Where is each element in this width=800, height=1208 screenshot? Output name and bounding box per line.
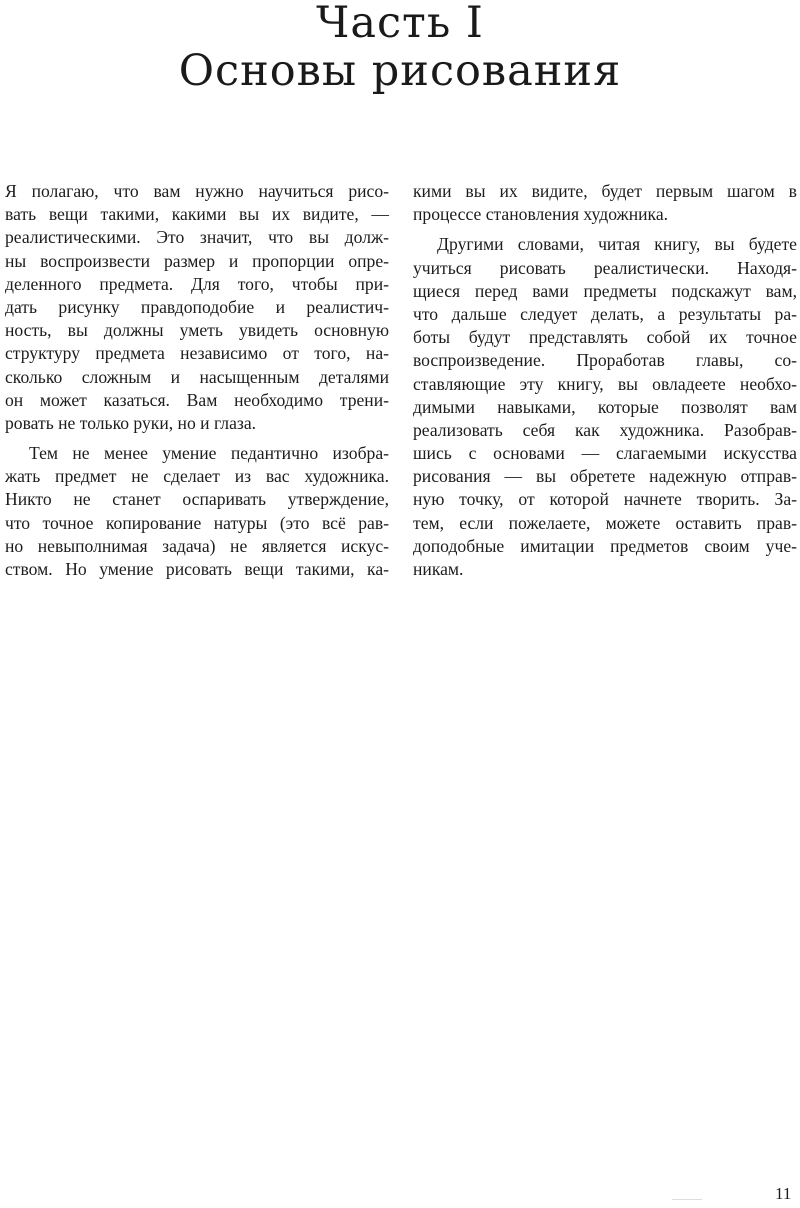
text-line: дать рисунку правдоподобие и реалистич- bbox=[5, 296, 389, 317]
text-line: структуру предмета независимо от того, на- bbox=[5, 343, 389, 364]
text-line: жать предмет не сделает из вас художника. bbox=[5, 466, 389, 487]
left-text-column bbox=[5, 180, 389, 581]
text-line: вать вещи такими, какими вы их видите, — bbox=[5, 204, 389, 225]
text-line: воспроизведение. Проработав главы, со- bbox=[413, 350, 797, 371]
text-line: реалистическими. Это значит, что вы долж- bbox=[5, 227, 389, 248]
paragraph-gap bbox=[5, 435, 389, 442]
text-line: доподобные имитации предметов своим уче- bbox=[413, 535, 797, 556]
text-line: димыми навыками, которые позволят вам bbox=[413, 396, 797, 417]
text-line: ставляющие эту книгу, вы овладеете необхо- bbox=[413, 373, 797, 394]
text-line: шись с основами — слагаемыми искусства bbox=[413, 443, 797, 464]
text-line: Я полагаю, что вам нужно научиться рисо- bbox=[5, 181, 389, 201]
text-line: но невыполнимая задача) не является искус- bbox=[5, 535, 389, 556]
text-line: он может казаться. Вам необходимо трени- bbox=[5, 389, 389, 410]
text-line: Тем не менее умение педантично изобра- bbox=[29, 443, 389, 464]
text-line: кими вы их видите, будет первым шагом в bbox=[413, 181, 797, 201]
text-line: что точное копирование натуры (это всё рав- bbox=[5, 512, 389, 533]
text-line: что дальше следует делать, а результаты ра- bbox=[413, 303, 797, 324]
part-title: Основы рисования bbox=[178, 46, 622, 96]
text-line: ством. Но умение рисовать вещи такими, ка- bbox=[5, 559, 389, 579]
text-line: рисования — вы обретете надежную отправ- bbox=[413, 466, 797, 487]
footer-divider bbox=[672, 1199, 702, 1200]
text-line: реализовать себя как художника. Разобрав- bbox=[413, 419, 797, 440]
text-line: ность, вы должны уметь увидеть основную bbox=[5, 320, 389, 341]
chapter-heading bbox=[0, 0, 800, 96]
text-line: ную точку, от которой начнете творить. За- bbox=[413, 489, 797, 510]
right-text-column bbox=[413, 180, 797, 581]
part-label: Часть I bbox=[316, 0, 484, 48]
text-line: Никто не станет оспаривать утверждение, bbox=[5, 489, 389, 510]
page-number: 11 bbox=[775, 1184, 792, 1203]
text-line: процессе становления художника. bbox=[413, 204, 669, 225]
text-line: тем, если пожелаете, можете оставить прав- bbox=[413, 512, 797, 533]
text-line: щиеся перед вами предметы подскажут вам, bbox=[413, 280, 797, 301]
text-line: сколько сложным и насыщенным деталями bbox=[5, 366, 389, 387]
text-line: ны воспроизвести размер и пропорции опре- bbox=[5, 250, 389, 271]
paragraph-gap bbox=[413, 226, 797, 233]
text-line: деленного предмета. Для того, чтобы при- bbox=[5, 273, 389, 294]
text-line: никам. bbox=[413, 559, 464, 579]
text-line: учиться рисовать реалистически. Находя- bbox=[413, 257, 797, 278]
text-line: боты будут представлять собой их точное bbox=[413, 327, 797, 348]
text-line: Другими словами, читая книгу, вы будете bbox=[437, 234, 797, 255]
text-line: ровать не только руки, но и глаза. bbox=[5, 412, 257, 433]
